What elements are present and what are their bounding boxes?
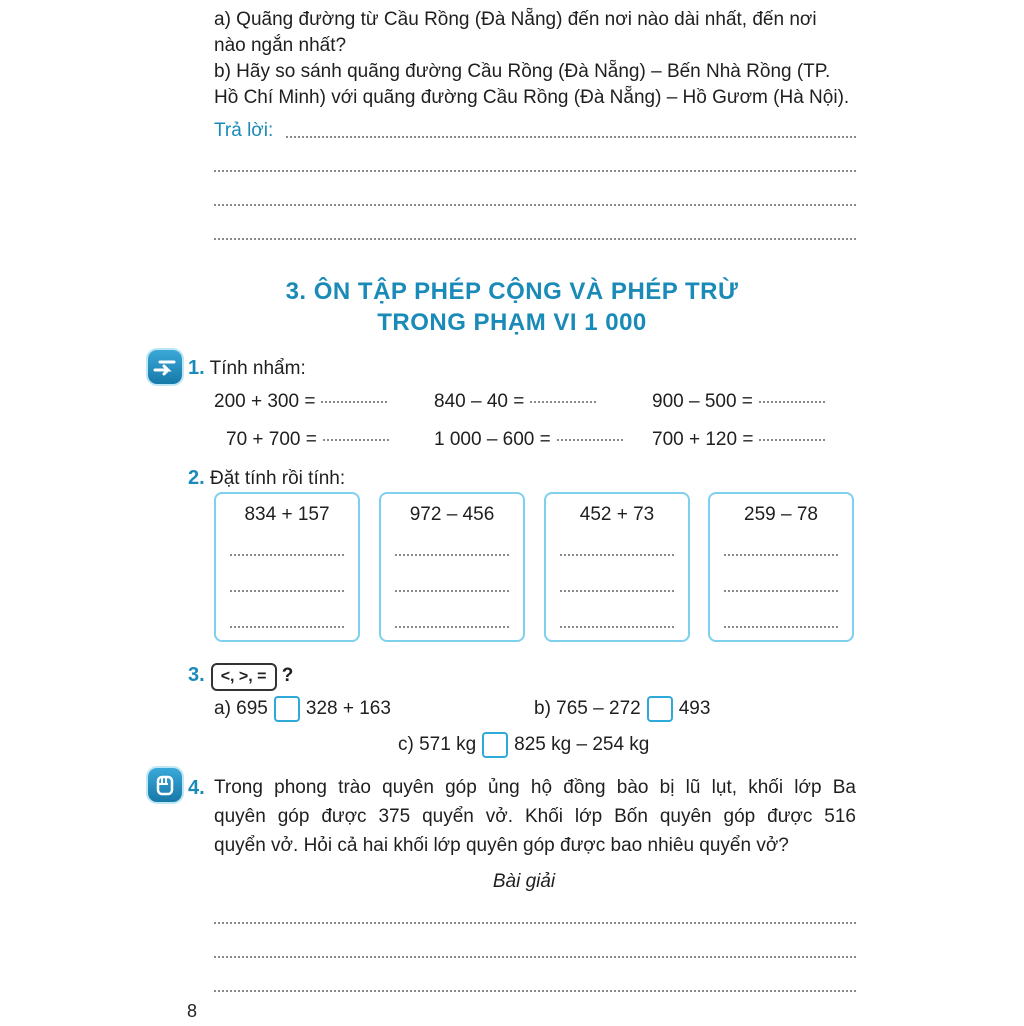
exercise-3-number: 3.	[188, 664, 205, 686]
calc-answer-blank[interactable]	[557, 439, 623, 441]
exercise-2-title: Đặt tính rồi tính:	[209, 468, 346, 489]
mental-calc-item	[226, 429, 389, 451]
fist-problem-icon	[148, 768, 182, 802]
mental-calc-item	[434, 429, 623, 451]
calc-expression: 70 + 700 =	[226, 429, 317, 450]
compare-left: b) 765 – 272	[534, 698, 641, 719]
work-line[interactable]	[230, 626, 344, 628]
column-calc-box	[544, 492, 690, 642]
column-calc-expression: 972 – 456	[409, 504, 495, 525]
mental-math-icon	[148, 350, 182, 384]
compare-right: 328 + 163	[305, 698, 391, 719]
mental-calc-item	[214, 391, 387, 413]
word-problem-line1: Trong phong trào quyên góp ủng hộ đồng bào bị lũ lụt, khối lớp Ba	[214, 777, 856, 798]
compare-right: 825 kg – 254 kg	[514, 734, 650, 755]
column-calc-box	[214, 492, 360, 642]
column-calc-expression: 834 + 157	[244, 504, 330, 525]
section-title-line1: 3. ÔN TẬP PHÉP CỘNG VÀ PHÉP TRỪ	[285, 278, 739, 305]
compare-item-a	[214, 694, 391, 724]
calc-answer-blank[interactable]	[759, 439, 825, 441]
compare-left: c) 571 kg	[398, 734, 477, 755]
calc-expression: 840 – 40 =	[434, 391, 525, 412]
mental-calc-item	[652, 429, 825, 451]
exercise-2-heading	[188, 463, 345, 494]
compare-answer-box[interactable]	[482, 732, 508, 758]
exercise-1-title: Tính nhẩm:	[209, 358, 306, 379]
word-problem-line2: quyên góp được 375 quyển vở. Khối lớp Bốn quyên góp được 516	[214, 806, 856, 827]
work-line[interactable]	[724, 626, 838, 628]
work-line[interactable]	[724, 554, 838, 556]
work-line[interactable]	[395, 590, 509, 592]
calc-expression: 900 – 500 =	[652, 391, 753, 412]
compare-answer-box[interactable]	[647, 696, 673, 722]
mental-calc-item	[652, 391, 825, 413]
calc-expression: 700 + 120 =	[652, 429, 754, 450]
compare-item-b	[534, 694, 710, 724]
answer-line[interactable]	[214, 238, 856, 240]
prev-question-a-line2: nào ngắn nhất?	[214, 35, 347, 56]
solution-label: Bài giải	[492, 871, 556, 892]
work-line[interactable]	[230, 590, 344, 592]
column-calc-box	[708, 492, 854, 642]
section-title-line2: TRONG PHẠM VI 1 000	[377, 309, 647, 336]
answer-line[interactable]	[286, 136, 856, 138]
answer-line[interactable]	[214, 170, 856, 172]
exercise-3-heading	[188, 660, 293, 691]
compare-left: a) 695	[214, 698, 268, 719]
question-mark: ?	[281, 665, 294, 686]
solution-line[interactable]	[214, 922, 856, 924]
exercise-4-number: 4.	[188, 777, 205, 799]
work-line[interactable]	[395, 626, 509, 628]
comparison-signs-badge: <, >, =	[211, 663, 277, 691]
prev-question-a-line1: a) Quãng đường từ Cầu Rồng (Đà Nẵng) đến nơi nào dài nhất, đến nơi	[214, 9, 817, 30]
prev-question-b-line1: b) Hãy so sánh quãng đường Cầu Rồng (Đà Nẵng) – Bến Nhà Rồng (TP.	[214, 61, 831, 82]
exercise-2-number: 2.	[188, 467, 205, 489]
column-calc-expression: 452 + 73	[579, 504, 655, 525]
work-line[interactable]	[395, 554, 509, 556]
exercise-1-number: 1.	[188, 357, 205, 379]
page-number: 8	[187, 1001, 198, 1021]
calc-answer-blank[interactable]	[759, 401, 825, 403]
prev-question-b-line2: Hồ Chí Minh) với quãng đường Cầu Rồng (Đà Nẵng) – Hồ Gươm (Hà Nội).	[214, 87, 850, 108]
calc-answer-blank[interactable]	[530, 401, 596, 403]
mental-calc-item	[434, 391, 596, 413]
compare-answer-box[interactable]	[274, 696, 300, 722]
work-line[interactable]	[560, 626, 674, 628]
calc-expression: 1 000 – 600 =	[434, 429, 551, 450]
calc-answer-blank[interactable]	[321, 401, 387, 403]
work-line[interactable]	[560, 554, 674, 556]
answer-label: Trả lời:	[214, 120, 274, 141]
column-calc-box	[379, 492, 525, 642]
work-line[interactable]	[724, 590, 838, 592]
work-line[interactable]	[560, 590, 674, 592]
solution-line[interactable]	[214, 990, 856, 992]
compare-item-c	[398, 730, 649, 760]
word-problem-line3: quyển vở. Hỏi cả hai khối lớp quyên góp được bao nhiêu quyển vở?	[214, 835, 789, 856]
answer-line[interactable]	[214, 204, 856, 206]
calc-expression: 200 + 300 =	[214, 391, 316, 412]
compare-right: 493	[678, 698, 711, 719]
exercise-1-heading	[188, 353, 306, 384]
work-line[interactable]	[230, 554, 344, 556]
solution-line[interactable]	[214, 956, 856, 958]
calc-answer-blank[interactable]	[323, 439, 389, 441]
column-calc-expression: 259 – 78	[744, 504, 818, 525]
